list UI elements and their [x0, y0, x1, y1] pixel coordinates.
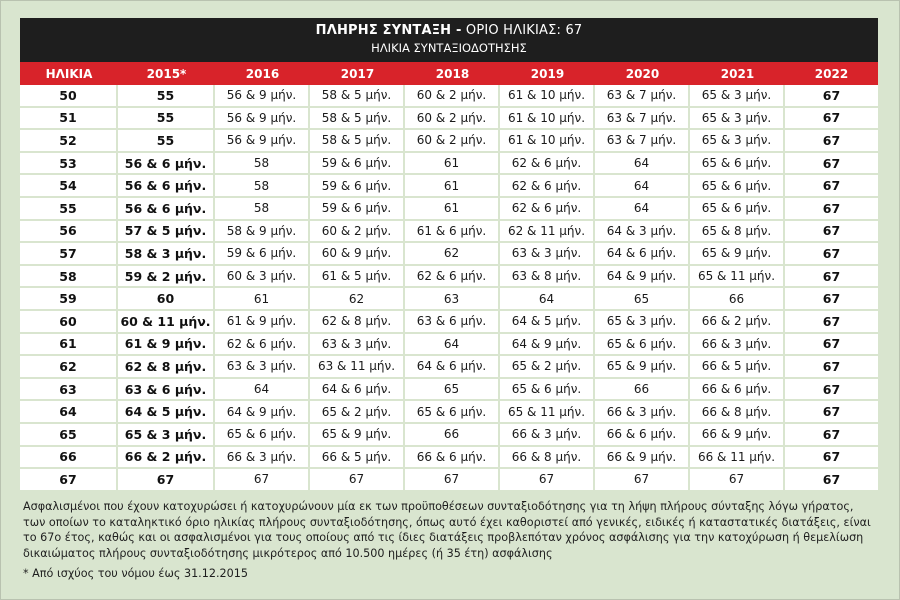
age-cell: 53	[20, 153, 118, 176]
age-cell: 55	[20, 198, 118, 221]
page-subtitle: ΗΛΙΚΙΑ ΣΥΝΤΑΞΙΟΔΟΤΗΣΗΣ	[371, 41, 527, 55]
table-cell: 63 & 6 μήν.	[118, 379, 215, 402]
table-row	[20, 175, 878, 198]
footnote: * Από ισχύος του νόμου έως 31.12.2015	[23, 567, 249, 581]
table-cell: 56 & 9 μήν.	[215, 130, 310, 153]
table-row	[20, 85, 878, 108]
table-cell: 67	[785, 401, 878, 424]
table-cell: 64	[595, 153, 690, 176]
table-row	[20, 153, 878, 176]
table-cell: 64	[595, 198, 690, 221]
table-cell: 57 & 5 μήν.	[118, 221, 215, 244]
table-cell: 65 & 2 μήν.	[310, 401, 405, 424]
table-cell: 66 & 8 μήν.	[500, 447, 595, 470]
table-cell: 63	[405, 288, 500, 311]
table-cell: 61	[405, 175, 500, 198]
table-cell: 67	[785, 243, 878, 266]
age-cell: 64	[20, 401, 118, 424]
footer-description: Ασφαλισμένοι που έχουν κατοχυρώσει ή κατοχυρώνουν μία εκ των προϋποθέσεων συνταξιοδότησης για τη λήψη πλήρους σύνταξης λόγω γήρατος, των οποίων το καταληκτικό όριο ηλικίας πλήρους συνταξιοδότησης, όπως αυτό έχει καθοριστεί από γενικές, ειδικές ή καταστατικές διατάξεις, είναι το 67ο έτος, καθώς και οι ασφαλισμένοι για τους οποίους από τις ίδιες διατάξεις προβλεπόταν χρόνος ασφάλισης για την κατοχύρωση ή θεμελίωση δικαιώματος πλήρους συνταξιοδότησης μικρότερος από 10.500 ημέρες (ή 35 έτη) ασφάλισης	[23, 500, 871, 560]
table-cell: 61 & 9 μήν.	[215, 311, 310, 334]
table-cell: 67	[310, 469, 405, 492]
table-cell: 62	[310, 288, 405, 311]
table-cell: 62 & 8 μήν.	[118, 356, 215, 379]
table-cell: 64 & 9 μήν.	[595, 266, 690, 289]
table-cell: 67	[785, 334, 878, 357]
table-cell: 63 & 8 μήν.	[500, 266, 595, 289]
table-cell: 63 & 3 μήν.	[500, 243, 595, 266]
table-cell: 64 & 6 μήν.	[310, 379, 405, 402]
table-row	[20, 108, 878, 131]
table-cell: 66 & 9 μήν.	[690, 424, 785, 447]
table-cell: 64	[405, 334, 500, 357]
retirement-age-table	[20, 85, 878, 492]
table-cell: 66 & 5 μήν.	[690, 356, 785, 379]
age-cell: 57	[20, 243, 118, 266]
table-cell: 67	[785, 311, 878, 334]
table-cell: 60 & 9 μήν.	[310, 243, 405, 266]
table-cell: 64 & 5 μήν.	[118, 401, 215, 424]
age-cell: 62	[20, 356, 118, 379]
table-cell: 66	[595, 379, 690, 402]
table-cell: 67	[785, 221, 878, 244]
table-cell: 67	[785, 288, 878, 311]
table-cell: 65 & 6 μήν.	[690, 198, 785, 221]
table-cell: 66 & 9 μήν.	[595, 447, 690, 470]
table-cell: 63 & 3 μήν.	[310, 334, 405, 357]
table-cell: 62 & 11 μήν.	[500, 221, 595, 244]
table-cell: 64	[500, 288, 595, 311]
table-cell: 58 & 3 μήν.	[118, 243, 215, 266]
age-cell: 67	[20, 469, 118, 492]
table-cell: 61	[405, 198, 500, 221]
table-cell: 60 & 2 μήν.	[405, 108, 500, 131]
table-cell: 58 & 9 μήν.	[215, 221, 310, 244]
table-cell: 59 & 6 μήν.	[310, 153, 405, 176]
table-row	[20, 266, 878, 289]
table-row	[20, 311, 878, 334]
age-cell: 59	[20, 288, 118, 311]
table-cell: 66	[690, 288, 785, 311]
table-header-row	[20, 62, 878, 85]
table-cell: 55	[118, 85, 215, 108]
table-cell: 66 & 3 μήν.	[595, 401, 690, 424]
table-cell: 67	[500, 469, 595, 492]
table-cell: 64 & 9 μήν.	[215, 401, 310, 424]
table-cell: 65 & 9 μήν.	[595, 356, 690, 379]
table-cell: 62	[405, 243, 500, 266]
table-cell: 60 & 2 μήν.	[405, 85, 500, 108]
table-cell: 61 & 5 μήν.	[310, 266, 405, 289]
table-cell: 66 & 5 μήν.	[310, 447, 405, 470]
table-cell: 59 & 6 μήν.	[310, 175, 405, 198]
table-cell: 65 & 6 μήν.	[595, 334, 690, 357]
table-cell: 67	[785, 198, 878, 221]
column-header: 2020	[625, 66, 660, 81]
table-cell: 65 & 8 μήν.	[690, 221, 785, 244]
table-cell: 66 & 2 μήν.	[690, 311, 785, 334]
table-cell: 66 & 6 μήν.	[690, 379, 785, 402]
table-cell: 65 & 11 μήν.	[500, 401, 595, 424]
table-cell: 58	[215, 175, 310, 198]
table-cell: 67	[785, 175, 878, 198]
table-row	[20, 469, 878, 492]
table-cell: 63 & 7 μήν.	[595, 108, 690, 131]
table-cell: 67	[785, 130, 878, 153]
table-cell: 62 & 6 μήν.	[500, 153, 595, 176]
table-cell: 65 & 6 μήν.	[500, 379, 595, 402]
table-row	[20, 424, 878, 447]
table-cell: 56 & 6 μήν.	[118, 153, 215, 176]
table-cell: 65	[405, 379, 500, 402]
table-cell: 65 & 9 μήν.	[310, 424, 405, 447]
table-cell: 67	[405, 469, 500, 492]
table-row	[20, 221, 878, 244]
table-cell: 64	[595, 175, 690, 198]
column-header: 2017	[340, 66, 375, 81]
table-cell: 64 & 3 μήν.	[595, 221, 690, 244]
table-cell: 65 & 6 μήν.	[405, 401, 500, 424]
table-cell: 61 & 6 μήν.	[405, 221, 500, 244]
table-cell: 67	[785, 379, 878, 402]
title-main: ΠΛΗΡΗΣ ΣΥΝΤΑΞΗ -	[315, 23, 462, 38]
table-cell: 65	[595, 288, 690, 311]
column-header: ΗΛΙΚΙΑ	[45, 66, 93, 81]
table-cell: 66 & 6 μήν.	[405, 447, 500, 470]
table-cell: 66 & 3 μήν.	[500, 424, 595, 447]
table-cell: 67	[785, 424, 878, 447]
table-cell: 64 & 6 μήν.	[405, 356, 500, 379]
table-cell: 64 & 9 μήν.	[500, 334, 595, 357]
table-cell: 58	[215, 153, 310, 176]
table-cell: 65 & 3 μήν.	[595, 311, 690, 334]
table-cell: 67	[785, 108, 878, 131]
table-cell: 62 & 6 μήν.	[500, 198, 595, 221]
table-row	[20, 288, 878, 311]
column-header: 2015*	[146, 66, 187, 81]
table-cell: 60	[118, 288, 215, 311]
age-cell: 52	[20, 130, 118, 153]
table-cell: 67	[785, 153, 878, 176]
table-cell: 63 & 7 μήν.	[595, 130, 690, 153]
table-cell: 67	[785, 85, 878, 108]
table-row	[20, 198, 878, 221]
table-cell: 59 & 6 μήν.	[310, 198, 405, 221]
column-header: 2016	[245, 66, 280, 81]
table-row	[20, 401, 878, 424]
table-row	[20, 243, 878, 266]
title-bar	[20, 18, 878, 62]
table-cell: 60 & 2 μήν.	[310, 221, 405, 244]
table-cell: 67	[215, 469, 310, 492]
table-row	[20, 447, 878, 470]
table-cell: 65 & 3 μήν.	[690, 108, 785, 131]
table-cell: 60 & 11 μήν.	[118, 311, 215, 334]
table-cell: 58	[215, 198, 310, 221]
table-cell: 58 & 5 μήν.	[310, 108, 405, 131]
table-cell: 65 & 6 μήν.	[215, 424, 310, 447]
table-cell: 63 & 11 μήν.	[310, 356, 405, 379]
table-cell: 58 & 5 μήν.	[310, 85, 405, 108]
table-cell: 61 & 9 μήν.	[118, 334, 215, 357]
table-cell: 67	[785, 356, 878, 379]
table-cell: 65 & 6 μήν.	[690, 153, 785, 176]
table-cell: 66 & 2 μήν.	[118, 447, 215, 470]
column-header: 2022	[814, 66, 849, 81]
table-cell: 66 & 3 μήν.	[690, 334, 785, 357]
table-row	[20, 334, 878, 357]
age-cell: 65	[20, 424, 118, 447]
table-cell: 65 & 3 μήν.	[690, 85, 785, 108]
table-cell: 56 & 9 μήν.	[215, 85, 310, 108]
table-cell: 55	[118, 130, 215, 153]
column-header: 2018	[435, 66, 470, 81]
table-cell: 60 & 2 μήν.	[405, 130, 500, 153]
table-cell: 56 & 9 μήν.	[215, 108, 310, 131]
table-row	[20, 379, 878, 402]
table-cell: 65 & 2 μήν.	[500, 356, 595, 379]
table-cell: 67	[595, 469, 690, 492]
age-cell: 60	[20, 311, 118, 334]
table-cell: 64	[215, 379, 310, 402]
table-cell: 67	[690, 469, 785, 492]
table-cell: 65 & 6 μήν.	[690, 175, 785, 198]
age-cell: 50	[20, 85, 118, 108]
table-cell: 56 & 6 μήν.	[118, 175, 215, 198]
page-title	[20, 23, 878, 39]
table-cell: 55	[118, 108, 215, 131]
table-cell: 66 & 3 μήν.	[215, 447, 310, 470]
table-cell: 66 & 11 μήν.	[690, 447, 785, 470]
age-cell: 66	[20, 447, 118, 470]
table-cell: 59 & 6 μήν.	[215, 243, 310, 266]
table-cell: 66 & 6 μήν.	[595, 424, 690, 447]
column-header: 2019	[530, 66, 565, 81]
table-cell: 67	[785, 266, 878, 289]
age-cell: 63	[20, 379, 118, 402]
table-cell: 63 & 3 μήν.	[215, 356, 310, 379]
age-cell: 54	[20, 175, 118, 198]
table-cell: 56 & 6 μήν.	[118, 198, 215, 221]
age-cell: 51	[20, 108, 118, 131]
table-row	[20, 356, 878, 379]
table-cell: 65 & 3 μήν.	[118, 424, 215, 447]
table-cell: 66 & 8 μήν.	[690, 401, 785, 424]
table-cell: 62 & 6 μήν.	[405, 266, 500, 289]
table-cell: 58 & 5 μήν.	[310, 130, 405, 153]
table-cell: 65 & 3 μήν.	[690, 130, 785, 153]
table-cell: 60 & 3 μήν.	[215, 266, 310, 289]
table-cell: 67	[118, 469, 215, 492]
title-age-limit: ΟΡΙΟ ΗΛΙΚΙΑΣ: 67	[461, 23, 583, 38]
table-cell: 64 & 6 μήν.	[595, 243, 690, 266]
table-row	[20, 130, 878, 153]
table-cell: 61 & 10 μήν.	[500, 85, 595, 108]
table-cell: 62 & 8 μήν.	[310, 311, 405, 334]
table-cell: 65 & 9 μήν.	[690, 243, 785, 266]
table-cell: 63 & 6 μήν.	[405, 311, 500, 334]
table-cell: 62 & 6 μήν.	[215, 334, 310, 357]
table-cell: 61	[405, 153, 500, 176]
column-header: 2021	[720, 66, 755, 81]
age-cell: 56	[20, 221, 118, 244]
age-cell: 61	[20, 334, 118, 357]
table-cell: 62 & 6 μήν.	[500, 175, 595, 198]
table-cell: 65 & 11 μήν.	[690, 266, 785, 289]
infographic-panel	[20, 18, 878, 588]
table-cell: 61 & 10 μήν.	[500, 130, 595, 153]
table-cell: 63 & 7 μήν.	[595, 85, 690, 108]
table-cell: 67	[785, 447, 878, 470]
table-cell: 67	[785, 469, 878, 492]
table-cell: 64 & 5 μήν.	[500, 311, 595, 334]
table-cell: 66	[405, 424, 500, 447]
footer-notes	[23, 499, 875, 582]
age-cell: 58	[20, 266, 118, 289]
table-cell: 59 & 2 μήν.	[118, 266, 215, 289]
table-cell: 61 & 10 μήν.	[500, 108, 595, 131]
table-cell: 61	[215, 288, 310, 311]
